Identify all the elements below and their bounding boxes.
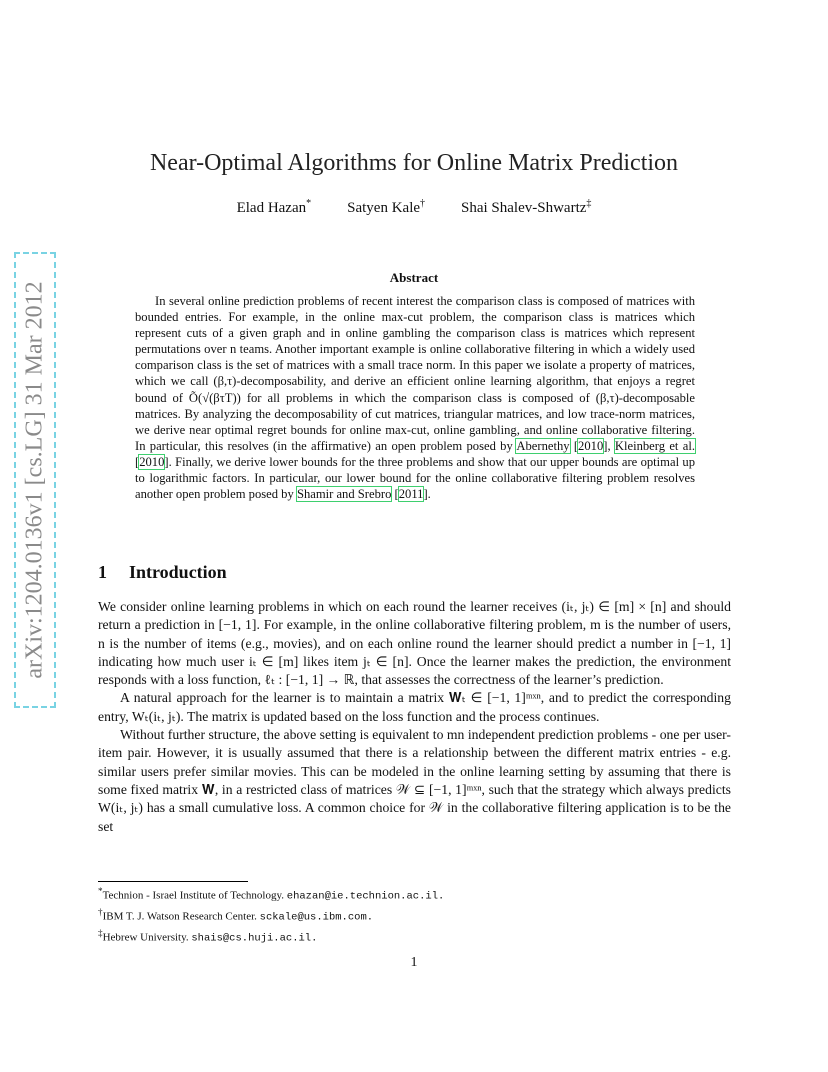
abstract-heading: Abstract <box>389 270 439 285</box>
author: Elad Hazan* <box>236 198 312 216</box>
section-number: 1 <box>98 562 107 582</box>
citation-link[interactable]: Shamir and Srebro <box>296 487 392 502</box>
body-paragraph: A natural approach for the learner is to maintain a matrix 𝐖ₜ ∈ [−1, 1]ᵐˣⁿ, and to predict the corresponding entry, Wₜ(iₜ, jₜ). The matrix is updated based on the loss function and the process continues. <box>98 690 731 724</box>
section-title: Introduction <box>129 562 227 582</box>
citation-link[interactable]: Abernethy <box>516 438 570 453</box>
citation-year-link[interactable]: 2011 <box>398 487 424 502</box>
author: Shai Shalev-Shwartz‡ <box>461 198 592 216</box>
citation-year-link[interactable]: 2010 <box>139 454 165 469</box>
page-number: 1 <box>410 955 418 970</box>
author-list <box>0 198 828 217</box>
paper-title: Near-Optimal Algorithms for Online Matrix Prediction <box>149 150 679 176</box>
footnote: *Technion - Israel Institute of Technology. ehazan@ie.technion.ac.il. <box>98 886 445 903</box>
footnote: ‡Hebrew University. shais@cs.huji.ac.il. <box>98 928 318 945</box>
citation-link[interactable]: Kleinberg et al. <box>614 438 695 453</box>
body-paragraph: We consider online learning problems in which on each round the learner receives (iₜ, jₜ) ∈ [m] × [n] and should return a prediction in [−1, 1]. For example, in the online collaborative filtering problem, m is the number of users, n is the number of items (e.g., movies), and on each online round the learner should predict a number in [−1, 1] indicating how much user iₜ ∈ [m] likes item jₜ ∈ [n]. Once the learner makes the prediction, the environment responds with a loss function, ℓₜ : [−1, 1] → ℝ, that assesses the correctness of the learner’s prediction. <box>98 599 731 688</box>
arxiv-stamp <box>14 252 56 708</box>
citation-year-link[interactable]: 2010 <box>578 438 604 453</box>
email-link[interactable]: sckale@us.ibm.com. <box>259 911 374 924</box>
section-heading <box>98 562 227 583</box>
email-link[interactable]: shais@cs.huji.ac.il. <box>191 932 318 945</box>
footnote: †IBM T. J. Watson Research Center. sckale@us.ibm.com. <box>98 907 374 924</box>
arxiv-stamp-text: arXiv:1204.0136v1 [cs.LG] 31 Mar 2012 <box>21 281 48 679</box>
body-paragraph: Without further structure, the above setting is equivalent to mn independent prediction problems - one per user-item pair. However, it is usually assumed that there is a relationship between the different matrix entries - e.g. similar users prefer similar movies. This can be modeled in the online learning setting by assuming that there is some fixed matrix 𝐖, in a restricted class of matrices 𝒲 ⊆ [−1, 1]ᵐˣⁿ, such that the strategy which always predicts W(iₜ, jₜ) has a small cumulative loss. A common choice for 𝒲 in the collaborative filtering application is to be the set <box>98 727 731 834</box>
footnote-rule <box>98 881 248 882</box>
email-link[interactable]: ehazan@ie.technion.ac.il. <box>286 890 445 903</box>
abstract-body: In several online prediction problems of recent interest the comparison class is composed of matrices with bounded entries. For example, in the online max-cut problem, the comparison class is matrices which represent cuts of a given graph and in online gambling the comparison class is matrices which represent permutations over n teams. Another important example is online collaborative filtering in which a widely used comparison class is the set of matrices with a small trace norm. In this paper we isolate a property of matrices, which we call (β,τ)-decomposability, and derive an efficient online learning algorithm, that enjoys a regret bound of Õ(√(βτT)) for all problems in which the comparison class is composed of (β,τ)-decomposable matrices. By analyzing the decomposability of cut matrices, triangular matrices, and low trace-norm matrices, we derive near optimal regret bounds for online max-cut, online gambling, and online collaborative filtering. In particular, this resolves (in the affirmative) an open problem posed by Abernethy [2010], Kleinberg et al. [2010]. Finally, we derive lower bounds for the three problems and show that our upper bounds are optimal up to logarithmic factors. In particular, our lower bound for the online collaborative filtering problem resolves another open problem posed by Shamir and Srebro [2011]. <box>135 294 695 502</box>
section-body <box>98 598 731 836</box>
footnotes <box>98 884 731 947</box>
author: Satyen Kale† <box>347 198 426 216</box>
